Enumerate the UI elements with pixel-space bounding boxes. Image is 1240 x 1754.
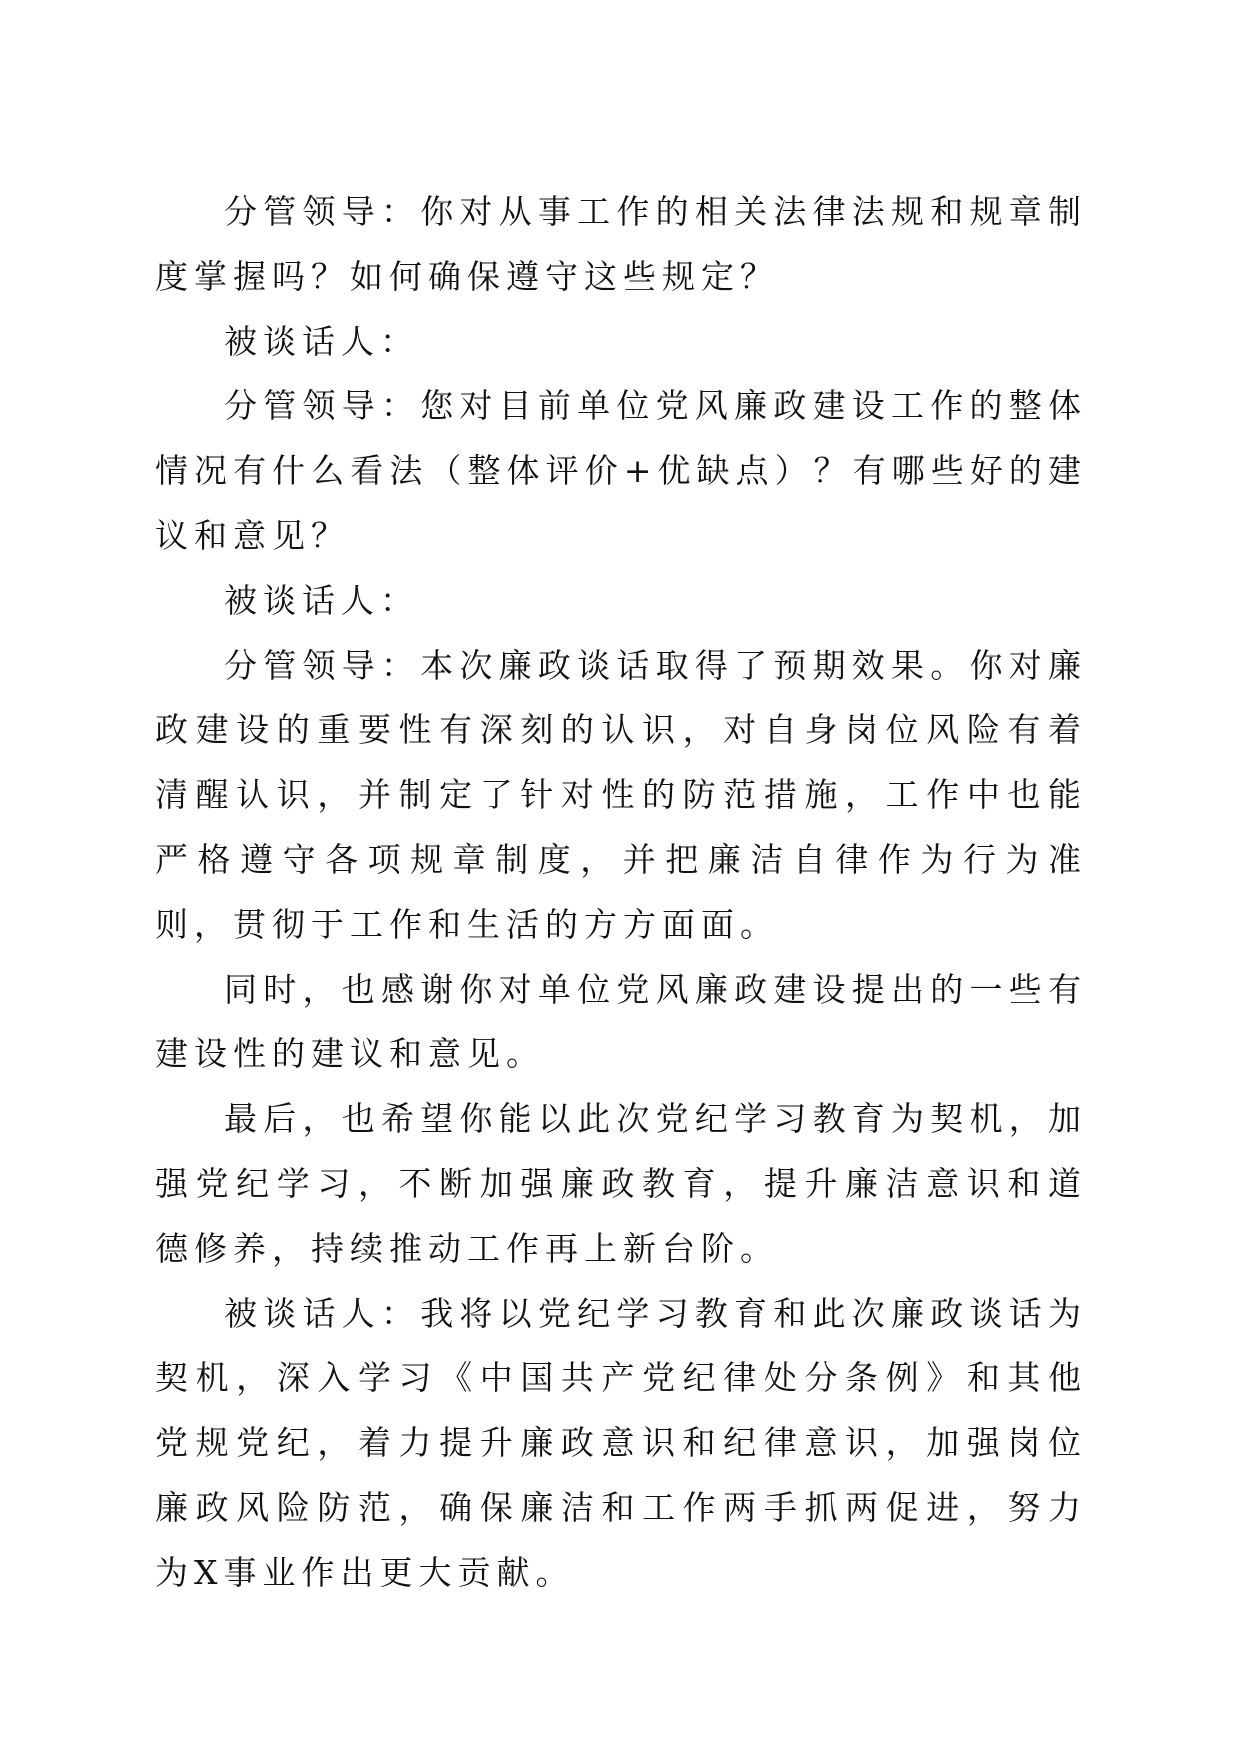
paragraph-respondent-answer-1: 被谈话人：	[224, 321, 419, 361]
paragraph-leader-summary: 分管领导：本次廉政谈话取得了预期效果。你对廉政建设的重要性有深刻的认识，对自身岗位风险有着清醒认识，并制定了针对性的防范措施，工作中也能严格遵守各项规章制度，并把廉洁自律作为行为准则，贯彻于工作和生活的方方面面。	[155, 645, 1087, 944]
paragraph-leader-closing: 最后，也希望你能以此次党纪学习教育为契机，加强党纪学习，不断加强廉政教育，提升廉洁意识和道德修养，持续推动工作再上新台阶。	[155, 1099, 1087, 1268]
paragraph-respondent-commitment: 被谈话人：我将以党纪学习教育和此次廉政谈话为契机，深入学习《中国共产党纪律处分条例》和其他党规党纪，着力提升廉政意识和纪律意识，加强岗位廉政风险防范，确保廉洁和工作两手抓两促进，努力为X事业作出更大贡献。	[155, 1293, 1087, 1592]
paragraph-respondent-answer-2: 被谈话人：	[224, 580, 419, 620]
paragraph-leader-thanks: 同时，也感谢你对单位党风廉政建设提出的一些有建设性的建议和意见。	[155, 969, 1087, 1074]
paragraph-leader-question-evaluation: 分管领导：您对目前单位党风廉政建设工作的整体情况有什么看法（整体评价+优缺点）？有哪些好的建议和意见？	[155, 386, 1087, 555]
paragraph-leader-question-regulations: 分管领导：你对从事工作的相关法律法规和规章制度掌握吗？如何确保遵守这些规定？	[155, 192, 1087, 296]
document-body	[155, 180, 1087, 1606]
